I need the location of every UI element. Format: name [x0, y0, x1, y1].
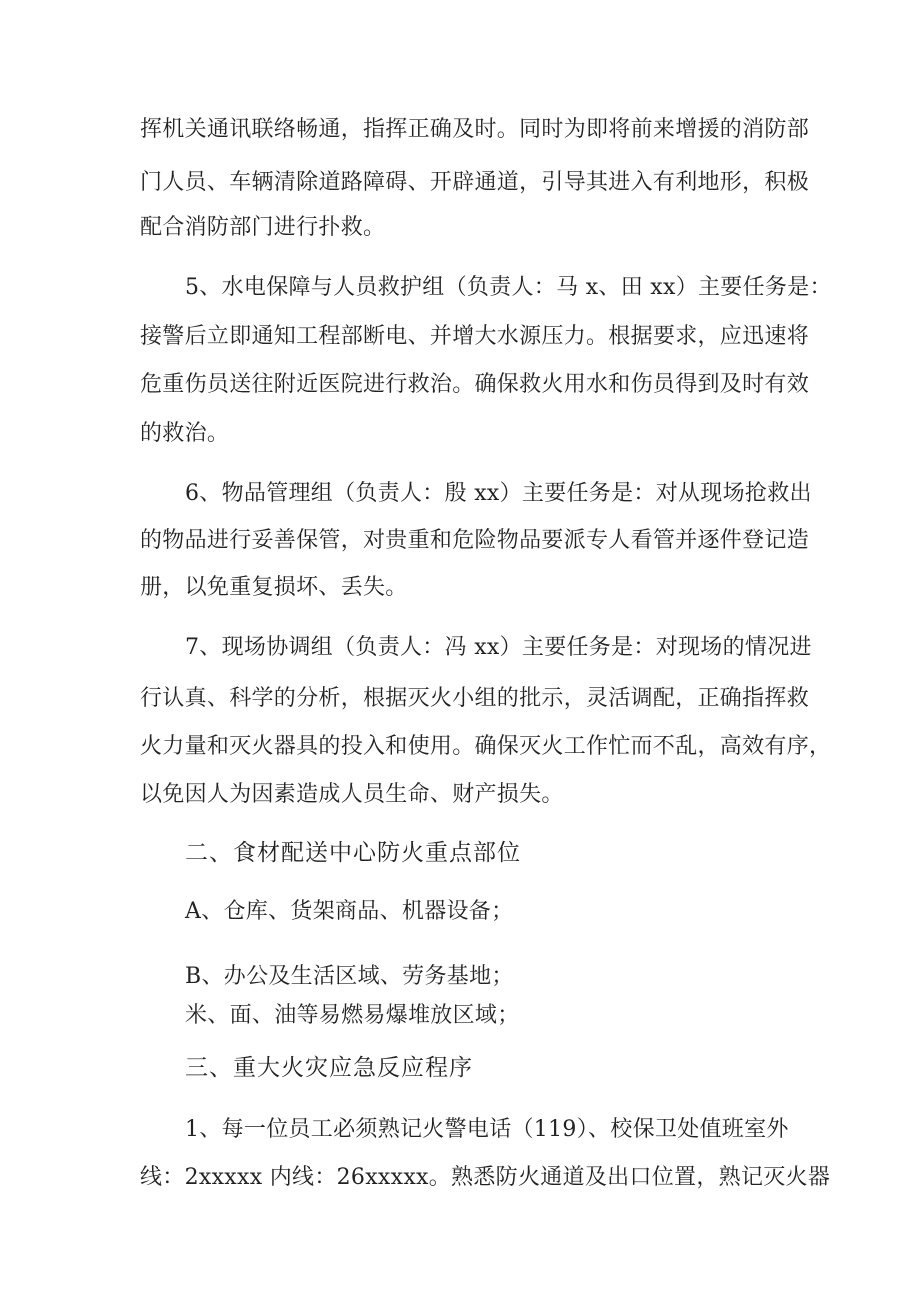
para-5-line-4: 的救治。 [140, 421, 230, 446]
para-6-line-2: 的物品进行妥善保管，对贵重和危险物品要派专人看管并逐件登记造 [140, 528, 810, 553]
para-top-line-2: 门人员、车辆清除道路障碍、开辟通道，引导其进入有利地形，积极 [140, 170, 810, 195]
para-5-line-3: 危重伤员送往附近医院进行救治。确保救火用水和伤员得到及时有效 [140, 372, 810, 397]
section-3-heading: 三、重大火灾应急反应程序 [185, 1055, 473, 1081]
para-7-line-4: 以免因人为因素造成人员生命、财产损失。 [140, 782, 564, 807]
para-top-line-1: 挥机关通讯联络畅通，指挥正确及时。同时为即将前来增援的消防部 [140, 117, 810, 142]
para-5-line-2: 接警后立即通知工程部断电、并增大水源压力。根据要求，应迅速将 [140, 324, 810, 349]
para-7-line-3: 火力量和灭火器具的投入和使用。确保灭火工作忙而不乱，高效有序， [140, 734, 832, 759]
para-5-line-1: 5、水电保障与人员救护组（负责人：马 x、田 xx）主要任务是： [185, 275, 832, 300]
para-6-line-3: 册，以免重复损坏、丢失。 [140, 575, 408, 600]
section-2-heading: 二、食材配送中心防火重点部位 [185, 840, 521, 866]
section-3-para-1-line-2: 线：2xxxxx 内线：26xxxxx。熟悉防火通道及出口位置，熟记灭火器 [140, 1165, 831, 1190]
para-6-line-1: 6、物品管理组（负责人：殷 xx）主要任务是：对从现场抢救出 [185, 481, 812, 506]
para-7-line-1: 7、现场协调组（负责人：冯 xx）主要任务是：对现场的情况进 [185, 635, 812, 660]
section-3-para-1-line-1: 1、每一位员工必须熟记火警电话（119）、校保卫处值班室外 [185, 1117, 789, 1142]
section-2-item-a: A、仓库、货架商品、机器设备； [185, 899, 514, 924]
section-2-item-c: 米、面、油等易燃易爆堆放区域； [185, 1003, 520, 1028]
para-7-line-2: 行认真、科学的分析，根据灭火小组的批示，灵活调配，正确指挥救 [140, 686, 810, 711]
para-top-line-3: 配合消防部门进行扑救。 [140, 215, 386, 240]
section-2-item-b: B、办公及生活区域、劳务基地； [185, 964, 514, 989]
